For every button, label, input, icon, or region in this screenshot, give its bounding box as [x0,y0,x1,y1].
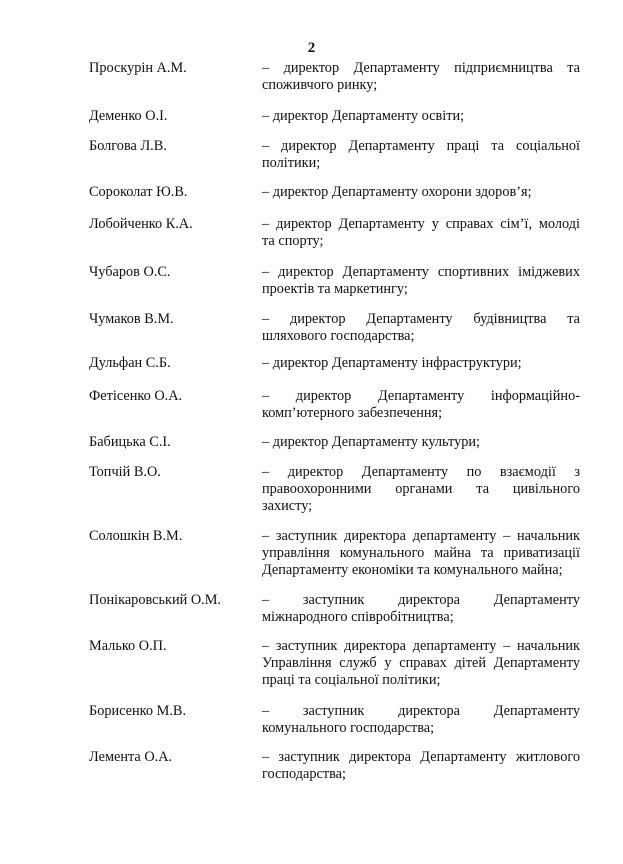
person-name: Чубаров О.С. [89,264,171,280]
person-role [262,703,580,737]
person-name: Малько О.П. [89,638,167,654]
role-line: – директор Департаменту у справах сім’ї, молоді [262,216,580,232]
person-role [262,434,580,451]
role-line: правоохоронними органами та цивільного [262,481,580,497]
person-name: Бабицька С.І. [89,434,171,450]
person-role [262,355,580,372]
person-name: Сороколат Ю.В. [89,184,188,200]
role-line: міжнародного співробітництва; [262,609,454,625]
role-line: – директор Департаменту освіти; [262,108,465,124]
role-line: – директор Департаменту будівництва та [262,311,580,327]
role-line: Департаменту економіки та комунального майна; [262,562,563,578]
role-line: – заступник директора департаменту – начальник [262,528,580,544]
role-line: – директор Департаменту праці та соціальної [262,138,580,154]
person-role [262,264,580,298]
person-role [262,216,580,250]
role-line: управління комунального майна та приватизації [262,545,580,561]
person-role [262,311,580,345]
role-line: захисту; [262,498,313,514]
role-line: – заступник директора Департаменту житлового [262,749,580,765]
person-name: Чумаков В.М. [89,311,174,327]
person-role [262,592,580,626]
role-line: споживчого ринку; [262,77,378,93]
role-line: – директор Департаменту культури; [262,434,481,450]
person-name: Болгова Л.В. [89,138,167,154]
role-line: – заступник директора Департаменту [262,592,580,608]
person-name: Дульфан С.Б. [89,355,171,371]
role-line: – директор Департаменту інформаційно- [262,388,580,404]
role-line: та спорту; [262,233,324,249]
role-line: – директор Департаменту спортивних іміджевих [262,264,580,280]
person-role [262,749,580,783]
page-number: 2 [307,40,316,56]
role-line: – заступник директора Департаменту [262,703,580,719]
person-name: Деменко О.І. [89,108,168,124]
role-line: господарства; [262,766,346,782]
person-name: Лемента О.А. [89,749,173,765]
role-line: – заступник директора департаменту – начальник [262,638,580,654]
person-role [262,138,580,172]
person-role [262,464,580,515]
role-line: – директор Департаменту підприємництва та [262,60,580,76]
person-role [262,60,580,94]
role-line: – директор Департаменту охорони здоров’я; [262,184,532,200]
role-line: – директор Департаменту по взаємодії з [262,464,580,480]
role-line: політики; [262,155,321,171]
person-name: Фетісенко О.А. [89,388,183,404]
role-line: шляхового господарства; [262,328,415,344]
role-line: комунального господарства; [262,720,435,736]
person-role [262,528,580,579]
role-line: проектів та маркетингу; [262,281,408,297]
person-role [262,388,580,422]
person-name: Понікаровський О.М. [89,592,222,608]
person-role [262,638,580,689]
person-name: Топчій В.О. [89,464,161,480]
person-name: Проскурін А.М. [89,60,187,76]
role-line: Управління служб у справах дітей Департаменту [262,655,580,671]
person-role [262,108,580,125]
role-line: праці та соціальної політики; [262,672,441,688]
person-role [262,184,580,201]
role-line: – директор Департаменту інфраструктури; [262,355,522,371]
person-name: Солошкін В.М. [89,528,183,544]
person-name: Лобойченко К.А. [89,216,193,232]
person-name: Борисенко М.В. [89,703,187,719]
role-line: комп’ютерного забезпечення; [262,405,443,421]
